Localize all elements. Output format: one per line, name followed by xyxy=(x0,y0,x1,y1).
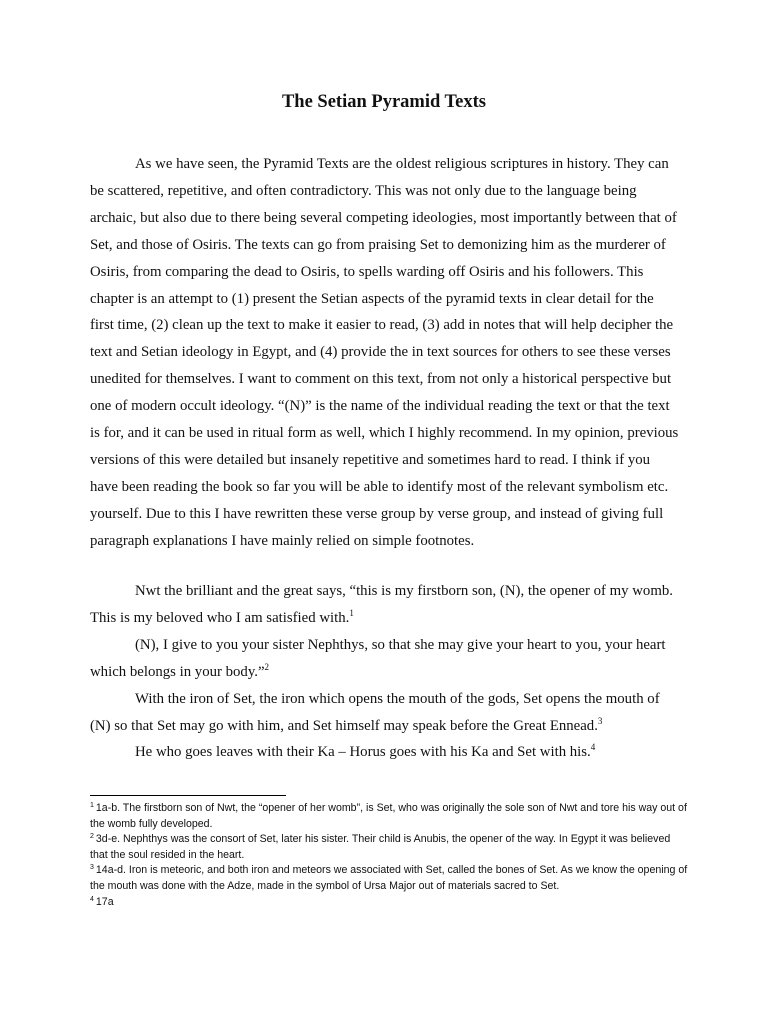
intro-paragraph: As we have seen, the Pyramid Texts are the oldest religious scriptures in history. They can be scattered, repetitive, and often contradictory. This was not only due to the language being archaic, but also due to there being several competing ideologies, most importantly between that of Set, and those of Osiris. The texts can go from praising Set to demonizing him as the murderer of Osiris, from comparing the dead to Osiris, to spells warding off Osiris and his followers. This chapter is an attempt to (1) present the Setian aspects of the pyramid texts in clear detail for the first time, (2) clean up the text to make it easier to read, (3) add in notes that will help decipher the text and Setian ideology in Egypt, and (4) provide the in text sources for others to see these verses unedited for themselves. I want to comment on this text, from not only a historical perspective but one of modern occult ideology. “(N)” is the name of the individual reading the text or that the text is for, and it can be used in ritual form as well, which I highly recommend. In my opinion, previous versions of this were detailed but insanely repetitive and sometimes hard to read. I think if you have been reading the book so far you will be able to identify most of the relevant symbolism etc. yourself. Due to this I have rewritten these verse group by verse group, and instead of giving full paragraph explanations I have mainly relied on simple footnotes. xyxy=(90,156,679,549)
footnote xyxy=(90,801,690,832)
footnote-number: 4 xyxy=(90,895,94,903)
footnote-ref[interactable]: 2 xyxy=(264,661,270,672)
verse-paragraph xyxy=(90,578,680,632)
verse-text: (N), I give to you your sister Nephthys, so that she may give your heart to you, your heart which belongs in your body.” xyxy=(90,636,666,680)
footnote-number: 3 xyxy=(90,864,94,872)
footnote-ref[interactable]: 1 xyxy=(349,607,354,618)
footnote-text: 14a-d. Iron is meteoric, and both iron and meteors we associated with Set, called the bones of Set. As we know the opening of the mouth was done with the Adze, made in the symbol of Ursa Major out of materials sacred to Set. xyxy=(90,864,688,892)
footnotes-section xyxy=(90,801,690,910)
footnote xyxy=(90,832,690,863)
footnote-text: 17a xyxy=(95,895,114,908)
footnote-number: 2 xyxy=(90,833,94,841)
footnote xyxy=(90,895,690,911)
footnote-ref[interactable]: 4 xyxy=(590,742,596,753)
footnote-text: 3d-e. Nephthys was the consort of Set, later his sister. Their child is Anubis, the opener of the way. In Egypt it was believed that the soul resided in the heart. xyxy=(90,833,671,861)
verse-text: He who goes leaves with their Ka – Horus goes with his Ka and Set with his. xyxy=(135,744,591,761)
verses-section xyxy=(90,578,680,766)
page-title: The Setian Pyramid Texts xyxy=(281,92,487,112)
verse-paragraph xyxy=(90,632,680,686)
footnote-number: 1 xyxy=(90,802,94,809)
verse-paragraph xyxy=(90,686,680,740)
footnote-ref[interactable]: 3 xyxy=(597,715,603,726)
footnote-text: 1a-b. The firstborn son of Nwt, the “opener of her womb”, is Set, who was originally the sole son of Nwt and tore his way out of the womb fully developed. xyxy=(90,802,687,830)
footnote xyxy=(90,863,690,894)
verse-text: With the iron of Set, the iron which opens the mouth of the gods, Set opens the mouth of (N) so that Set may go with him, and Set himself may speak before the Great Ennead. xyxy=(90,690,660,734)
footnote-divider xyxy=(90,795,286,796)
verse-paragraph xyxy=(90,739,680,766)
verse-text: Nwt the brilliant and the great says, “this is my firstborn son, (N), the opener of my womb. This is my beloved who I am satisfied with. xyxy=(90,583,673,626)
